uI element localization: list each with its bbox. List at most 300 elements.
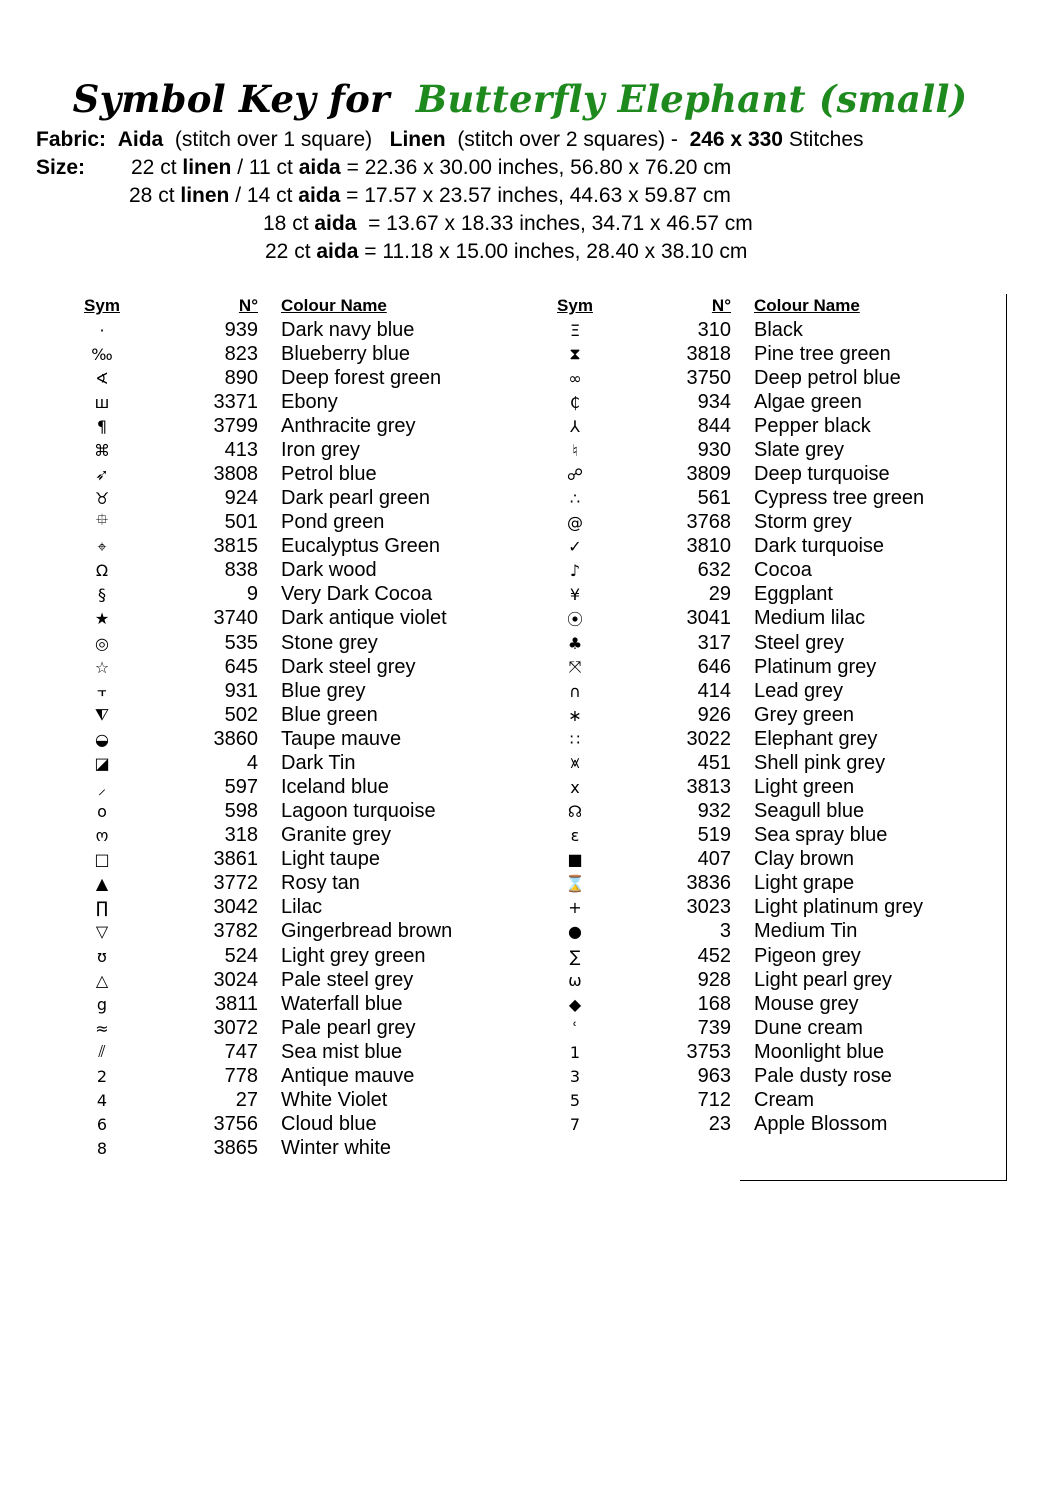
key-row <box>537 655 924 679</box>
colour-name: Platinum grey <box>754 655 877 678</box>
floss-number: 632 <box>697 559 731 582</box>
colour-name: Lead grey <box>754 679 843 702</box>
colour-name: Granite grey <box>281 824 392 847</box>
floss-number: 3041 <box>686 607 731 630</box>
floss-number: 3 <box>719 920 731 943</box>
symbol-glyph: ∏ <box>95 898 109 918</box>
colour-name: Medium Tin <box>754 920 858 943</box>
symbol-glyph: ▲ <box>95 874 109 894</box>
floss-number: 3865 <box>213 1137 258 1160</box>
floss-number: 3768 <box>686 511 731 534</box>
symbol-glyph: ∩ <box>569 681 581 701</box>
floss-number: 939 <box>224 318 258 341</box>
floss-number: 3836 <box>686 872 731 895</box>
key-row <box>64 920 452 944</box>
colour-name: Storm grey <box>754 511 852 534</box>
colour-name: Anthracite grey <box>281 414 416 437</box>
floss-number: 930 <box>697 438 731 461</box>
colour-name: Eggplant <box>754 583 833 606</box>
symbol-glyph: ¶ <box>96 416 108 436</box>
symbol-glyph: ¥ <box>569 585 581 605</box>
key-row <box>64 679 452 703</box>
colour-name: Light taupe <box>281 848 380 871</box>
floss-number: 3042 <box>213 896 258 919</box>
fabric-label: Fabric: <box>36 128 107 151</box>
symbol-glyph: ≈ <box>95 1018 109 1038</box>
key-row <box>537 1064 924 1088</box>
symbol-glyph: ➶ <box>95 465 109 484</box>
symbol-glyph: ⧨ <box>94 705 110 725</box>
key-row <box>537 366 924 390</box>
table-right-border <box>1006 294 1007 1180</box>
symbol-glyph: 7 <box>569 1115 581 1135</box>
symbol-glyph: ⫟ <box>97 681 107 701</box>
symbol-glyph: ⦿ <box>566 610 583 630</box>
symbol-glyph: ɛ <box>570 826 580 846</box>
floss-number: 318 <box>224 824 258 847</box>
colour-name: Pond green <box>281 511 385 534</box>
key-row <box>64 438 452 462</box>
colour-name: Deep turquoise <box>754 463 890 485</box>
colour-name-header: Colour Name <box>754 296 860 315</box>
key-row <box>64 1089 452 1113</box>
key-row <box>537 944 924 968</box>
key-row <box>537 992 924 1016</box>
key-row <box>64 318 452 342</box>
symbol-glyph: ⯐ <box>95 510 108 530</box>
symbol-glyph: ∑ <box>569 946 581 966</box>
symbol-glyph: ☊ <box>567 802 583 822</box>
size-dimensions: = 17.57 x 23.57 inches, 44.63 x 59.87 cm <box>346 184 731 207</box>
colour-name: Black <box>754 318 803 341</box>
floss-number: 519 <box>697 824 731 847</box>
floss-number: 645 <box>224 655 258 678</box>
symbol-glyph: ★ <box>94 609 110 629</box>
aida-note: (stitch over 1 square) <box>174 128 373 151</box>
size-line <box>129 182 731 210</box>
floss-number: 561 <box>697 487 731 510</box>
key-row <box>64 390 452 414</box>
key-row <box>64 1016 452 1040</box>
floss-number: 317 <box>697 631 731 654</box>
key-row <box>537 679 924 703</box>
colour-name: Shell pink grey <box>754 751 886 774</box>
colour-name: Blue green <box>281 703 378 726</box>
floss-number: 3772 <box>213 872 258 895</box>
colour-name: Light pearl grey <box>754 968 892 991</box>
key-row <box>64 896 452 920</box>
symbol-glyph: □ <box>94 850 110 870</box>
key-row <box>537 559 924 583</box>
floss-number: 3023 <box>686 896 731 919</box>
symbol-glyph: 3 <box>569 1066 581 1086</box>
key-row <box>64 414 452 438</box>
size-count: 22 ct <box>265 240 311 263</box>
floss-number: 3808 <box>213 463 258 485</box>
size-fabric: aida <box>298 184 341 207</box>
symbol-glyph: ◎ <box>95 633 109 653</box>
floss-number: 3861 <box>213 848 258 871</box>
colour-name: Dark pearl green <box>281 487 430 510</box>
symbol-glyph: △ <box>95 970 109 990</box>
symbol-glyph: 8 <box>96 1139 108 1159</box>
symbol-glyph: ω <box>568 970 582 990</box>
floss-number: 598 <box>224 800 258 823</box>
symbol-glyph: ₵ <box>569 392 581 412</box>
symbol-glyph: x <box>570 778 580 798</box>
key-row <box>64 366 452 390</box>
key-row <box>537 438 924 462</box>
key-row <box>537 511 924 535</box>
floss-number: 310 <box>697 318 731 341</box>
colour-name: Cypress tree green <box>754 487 925 510</box>
size-count: 28 ct <box>129 184 175 207</box>
colour-name: Dark wood <box>281 559 377 582</box>
number-header: N° <box>711 296 731 315</box>
sym-header: Sym <box>84 296 120 315</box>
key-rows <box>537 318 924 1137</box>
colour-name-header: Colour Name <box>281 296 387 315</box>
floss-number: 3810 <box>686 535 731 558</box>
size-count: 22 ct <box>131 156 177 179</box>
key-row <box>64 342 452 366</box>
colour-name: Antique mauve <box>281 1064 415 1087</box>
colour-name: Eucalyptus Green <box>281 535 440 558</box>
colour-name: Light green <box>754 776 855 799</box>
size-fabric: linen <box>182 156 232 179</box>
colour-name: Light platinum grey <box>754 896 923 919</box>
key-row <box>64 1040 452 1064</box>
colour-name: Iron grey <box>281 438 360 461</box>
key-row <box>537 703 924 727</box>
colour-name: Iceland blue <box>281 776 389 799</box>
colour-name: Elephant grey <box>754 727 878 750</box>
floss-number: 778 <box>224 1064 258 1087</box>
colour-name: Stone grey <box>281 631 378 654</box>
size-count: 18 ct <box>263 212 309 235</box>
floss-number: 3371 <box>213 390 258 413</box>
stitches-label: Stitches <box>788 128 864 151</box>
key-row <box>64 1113 452 1137</box>
floss-number: 3024 <box>213 968 258 991</box>
floss-number: 524 <box>224 944 258 967</box>
floss-number: 934 <box>697 390 731 413</box>
key-row <box>537 1040 924 1064</box>
symbol-glyph: 6 <box>96 1115 108 1135</box>
symbol-glyph: ⧗ <box>569 344 581 364</box>
key-row <box>64 462 452 486</box>
symbol-glyph: ⌖ <box>97 536 107 556</box>
symbol-glyph: g <box>96 994 108 1014</box>
key-row <box>537 487 924 511</box>
size-fabric: linen <box>180 184 230 207</box>
size-line <box>131 154 731 182</box>
key-row <box>537 872 924 896</box>
colour-name: Pine tree green <box>754 342 891 365</box>
colour-name: Cocoa <box>754 559 812 582</box>
symbol-glyph: 4 <box>96 1091 108 1111</box>
symbol-glyph: ◒ <box>95 729 109 749</box>
symbol-glyph: ✓ <box>568 537 582 557</box>
key-row <box>537 775 924 799</box>
key-row <box>64 751 452 775</box>
key-row <box>537 968 924 992</box>
key-row <box>64 824 452 848</box>
colour-name: Cream <box>754 1089 815 1112</box>
colour-name: Pale dusty rose <box>754 1064 892 1087</box>
colour-name: Taupe mauve <box>281 727 402 750</box>
key-row <box>64 1137 452 1161</box>
fabric-line <box>36 126 864 154</box>
floss-number: 646 <box>697 655 731 678</box>
colour-name: Rosy tan <box>281 872 360 895</box>
size-fabric: aida <box>316 240 359 263</box>
colour-name: Petrol blue <box>281 463 377 485</box>
colour-name: Pepper black <box>754 414 871 437</box>
colour-name: Dark turquoise <box>754 535 885 558</box>
symbol-glyph: 2 <box>96 1066 108 1086</box>
floss-number: 501 <box>224 511 258 534</box>
symbol-glyph: Ξ <box>569 320 581 340</box>
size-count: / 14 ct <box>235 184 293 207</box>
symbol-glyph: ∢ <box>95 368 109 388</box>
colour-name: White Violet <box>281 1089 388 1112</box>
symbol-glyph: ☆ <box>94 657 110 677</box>
colour-name: Medium lilac <box>754 607 866 630</box>
floss-number: 926 <box>697 703 731 726</box>
size-dimensions: = 22.36 x 30.00 inches, 56.80 x 76.20 cm <box>346 156 732 179</box>
key-row <box>537 414 924 438</box>
symbol-glyph: ∗ <box>568 705 582 725</box>
colour-name: Deep forest green <box>281 366 442 389</box>
key-row <box>537 727 924 751</box>
floss-number: 27 <box>235 1089 258 1112</box>
symbol-glyph: ⌘ <box>94 440 110 460</box>
floss-number: 3072 <box>213 1016 258 1039</box>
key-row <box>64 944 452 968</box>
symbol-glyph: ∞ <box>568 368 582 388</box>
key-row <box>64 872 452 896</box>
floss-number: 890 <box>224 366 258 389</box>
symbol-glyph: 1 <box>569 1042 581 1062</box>
symbol-glyph: ∷ <box>569 729 581 749</box>
key-header <box>537 294 924 318</box>
key-row <box>537 1016 924 1040</box>
stitches-count: 246 x 330 <box>689 128 783 151</box>
number-header: N° <box>238 296 258 315</box>
floss-number: 452 <box>697 944 731 967</box>
symbol-glyph: ♣ <box>567 633 583 653</box>
key-row <box>64 487 452 511</box>
colour-name: Pale steel grey <box>281 968 414 991</box>
key-row <box>537 631 924 655</box>
colour-name: Algae green <box>754 390 862 413</box>
symbol-glyph: ʊ <box>97 946 107 966</box>
floss-number: 3799 <box>213 414 258 437</box>
key-row <box>64 559 452 583</box>
key-row <box>537 896 924 920</box>
key-row <box>537 342 924 366</box>
floss-number: 963 <box>697 1064 731 1087</box>
key-row <box>64 607 452 631</box>
floss-number: 168 <box>697 992 731 1015</box>
title-prefix: Symbol Key for <box>72 77 390 121</box>
floss-number: 838 <box>224 559 258 582</box>
colour-name: Pigeon grey <box>754 944 861 967</box>
key-row <box>537 920 924 944</box>
symbol-glyph: · <box>99 320 105 340</box>
colour-name: Moonlight blue <box>754 1040 885 1063</box>
key-row <box>537 1113 924 1137</box>
colour-name: Cloud blue <box>281 1113 377 1136</box>
symbol-glyph: ⫽ <box>98 1042 106 1062</box>
symbol-key-right-column <box>537 294 924 1137</box>
floss-number: 3818 <box>686 342 731 365</box>
colour-name: Ebony <box>281 390 338 413</box>
colour-name: Dark steel grey <box>281 655 416 678</box>
floss-number: 747 <box>224 1040 258 1063</box>
symbol-glyph: ◪ <box>94 753 110 773</box>
symbol-glyph: ● <box>568 922 582 942</box>
symbol-glyph: ш <box>94 392 110 412</box>
symbol-glyph: ♮ <box>572 440 578 460</box>
key-row <box>537 462 924 486</box>
key-row <box>537 751 924 775</box>
colour-name: Slate grey <box>754 438 845 461</box>
symbol-glyph: 5 <box>569 1091 581 1111</box>
floss-number: 3022 <box>686 727 731 750</box>
key-row <box>64 800 452 824</box>
symbol-glyph: ⤧ <box>568 657 582 677</box>
colour-name: Dark Tin <box>281 751 356 774</box>
floss-number: 29 <box>708 583 731 606</box>
floss-number: 502 <box>224 703 258 726</box>
table-bottom-border <box>740 1180 1007 1181</box>
page-title <box>0 74 1040 124</box>
key-row <box>64 1064 452 1088</box>
colour-name: Steel grey <box>754 631 845 654</box>
colour-name: Dark navy blue <box>281 318 415 341</box>
symbol-glyph: + <box>568 898 582 918</box>
colour-name: Blueberry blue <box>281 342 410 365</box>
floss-number: 597 <box>224 776 258 799</box>
symbol-glyph: @ <box>567 513 583 533</box>
size-count: / 11 ct <box>237 156 293 179</box>
symbol-glyph: ☍ <box>566 465 584 484</box>
floss-number: 3750 <box>686 366 731 389</box>
floss-number: 3809 <box>686 463 731 485</box>
size-fabric: aida <box>298 156 341 179</box>
colour-name: Winter white <box>281 1137 392 1160</box>
colour-name: Sea spray blue <box>754 824 888 847</box>
floss-number: 3756 <box>213 1113 258 1136</box>
size-fabric: aida <box>314 212 357 235</box>
colour-name: Apple Blossom <box>754 1113 888 1136</box>
key-row <box>64 727 452 751</box>
linen-note: (stitch over 2 squares) - <box>457 128 678 151</box>
symbol-glyph: § <box>98 585 106 605</box>
colour-name: Light grey green <box>281 944 426 967</box>
colour-name: Clay brown <box>754 848 855 871</box>
symbol-glyph: ♉ <box>94 489 110 509</box>
symbol-key-left-column <box>64 294 452 1161</box>
key-row <box>64 775 452 799</box>
floss-number: 9 <box>246 583 258 606</box>
floss-number: 739 <box>697 1016 731 1039</box>
floss-number: 3815 <box>213 535 258 558</box>
linen-label: Linen <box>389 128 446 151</box>
floss-number: 3860 <box>213 727 258 750</box>
colour-name: Blue grey <box>281 679 366 702</box>
symbol-glyph: ◆ <box>568 994 582 1014</box>
key-row <box>64 703 452 727</box>
floss-number: 3813 <box>686 776 731 799</box>
colour-name: Dune cream <box>754 1016 863 1039</box>
floss-number: 932 <box>697 800 731 823</box>
size-label: Size: <box>36 156 86 179</box>
key-row <box>64 968 452 992</box>
sym-header: Sym <box>557 296 593 315</box>
symbol-glyph: ■ <box>567 850 583 870</box>
symbol-glyph: ⅄ <box>570 416 580 436</box>
symbol-glyph: ∴ <box>569 489 581 509</box>
floss-number: 3782 <box>213 920 258 943</box>
size-dimensions: = 11.18 x 15.00 inches, 28.40 x 38.10 cm <box>364 240 748 263</box>
symbol-glyph: ▽ <box>95 922 109 942</box>
floss-number: 413 <box>224 438 258 461</box>
key-row <box>64 583 452 607</box>
key-row <box>537 535 924 559</box>
colour-name: Grey green <box>754 703 855 726</box>
key-row <box>64 848 452 872</box>
size-line <box>263 210 753 238</box>
colour-name: Seagull blue <box>754 800 865 823</box>
floss-number: 928 <box>697 968 731 991</box>
symbol-glyph: ო <box>95 826 109 846</box>
floss-number: 931 <box>224 679 258 702</box>
floss-number: 407 <box>697 848 731 871</box>
key-row <box>537 583 924 607</box>
symbol-glyph: ⸝ <box>97 778 106 798</box>
colour-name: Deep petrol blue <box>754 366 901 389</box>
key-row <box>537 1089 924 1113</box>
floss-number: 451 <box>697 751 731 774</box>
key-rows <box>64 318 452 1161</box>
size-line <box>265 238 747 266</box>
symbol-glyph: ⌛ <box>565 874 585 894</box>
floss-number: 924 <box>224 487 258 510</box>
symbol-glyph: ⩙ <box>570 753 580 773</box>
key-row <box>537 800 924 824</box>
colour-name: Pale pearl grey <box>281 1016 416 1039</box>
key-header <box>64 294 452 318</box>
colour-name: Sea mist blue <box>281 1040 403 1063</box>
key-row <box>537 390 924 414</box>
colour-name: Gingerbread brown <box>281 920 453 943</box>
colour-name: Waterfall blue <box>281 992 403 1015</box>
key-row <box>537 607 924 631</box>
key-row <box>64 992 452 1016</box>
floss-number: 3740 <box>213 607 258 630</box>
floss-number: 3811 <box>214 992 258 1015</box>
floss-number: 3753 <box>686 1040 731 1063</box>
symbol-glyph: ʿ <box>572 1018 578 1038</box>
key-row <box>64 631 452 655</box>
floss-number: 844 <box>697 414 731 437</box>
key-row <box>64 655 452 679</box>
colour-name: Light grape <box>754 872 855 895</box>
floss-number: 23 <box>708 1113 731 1136</box>
